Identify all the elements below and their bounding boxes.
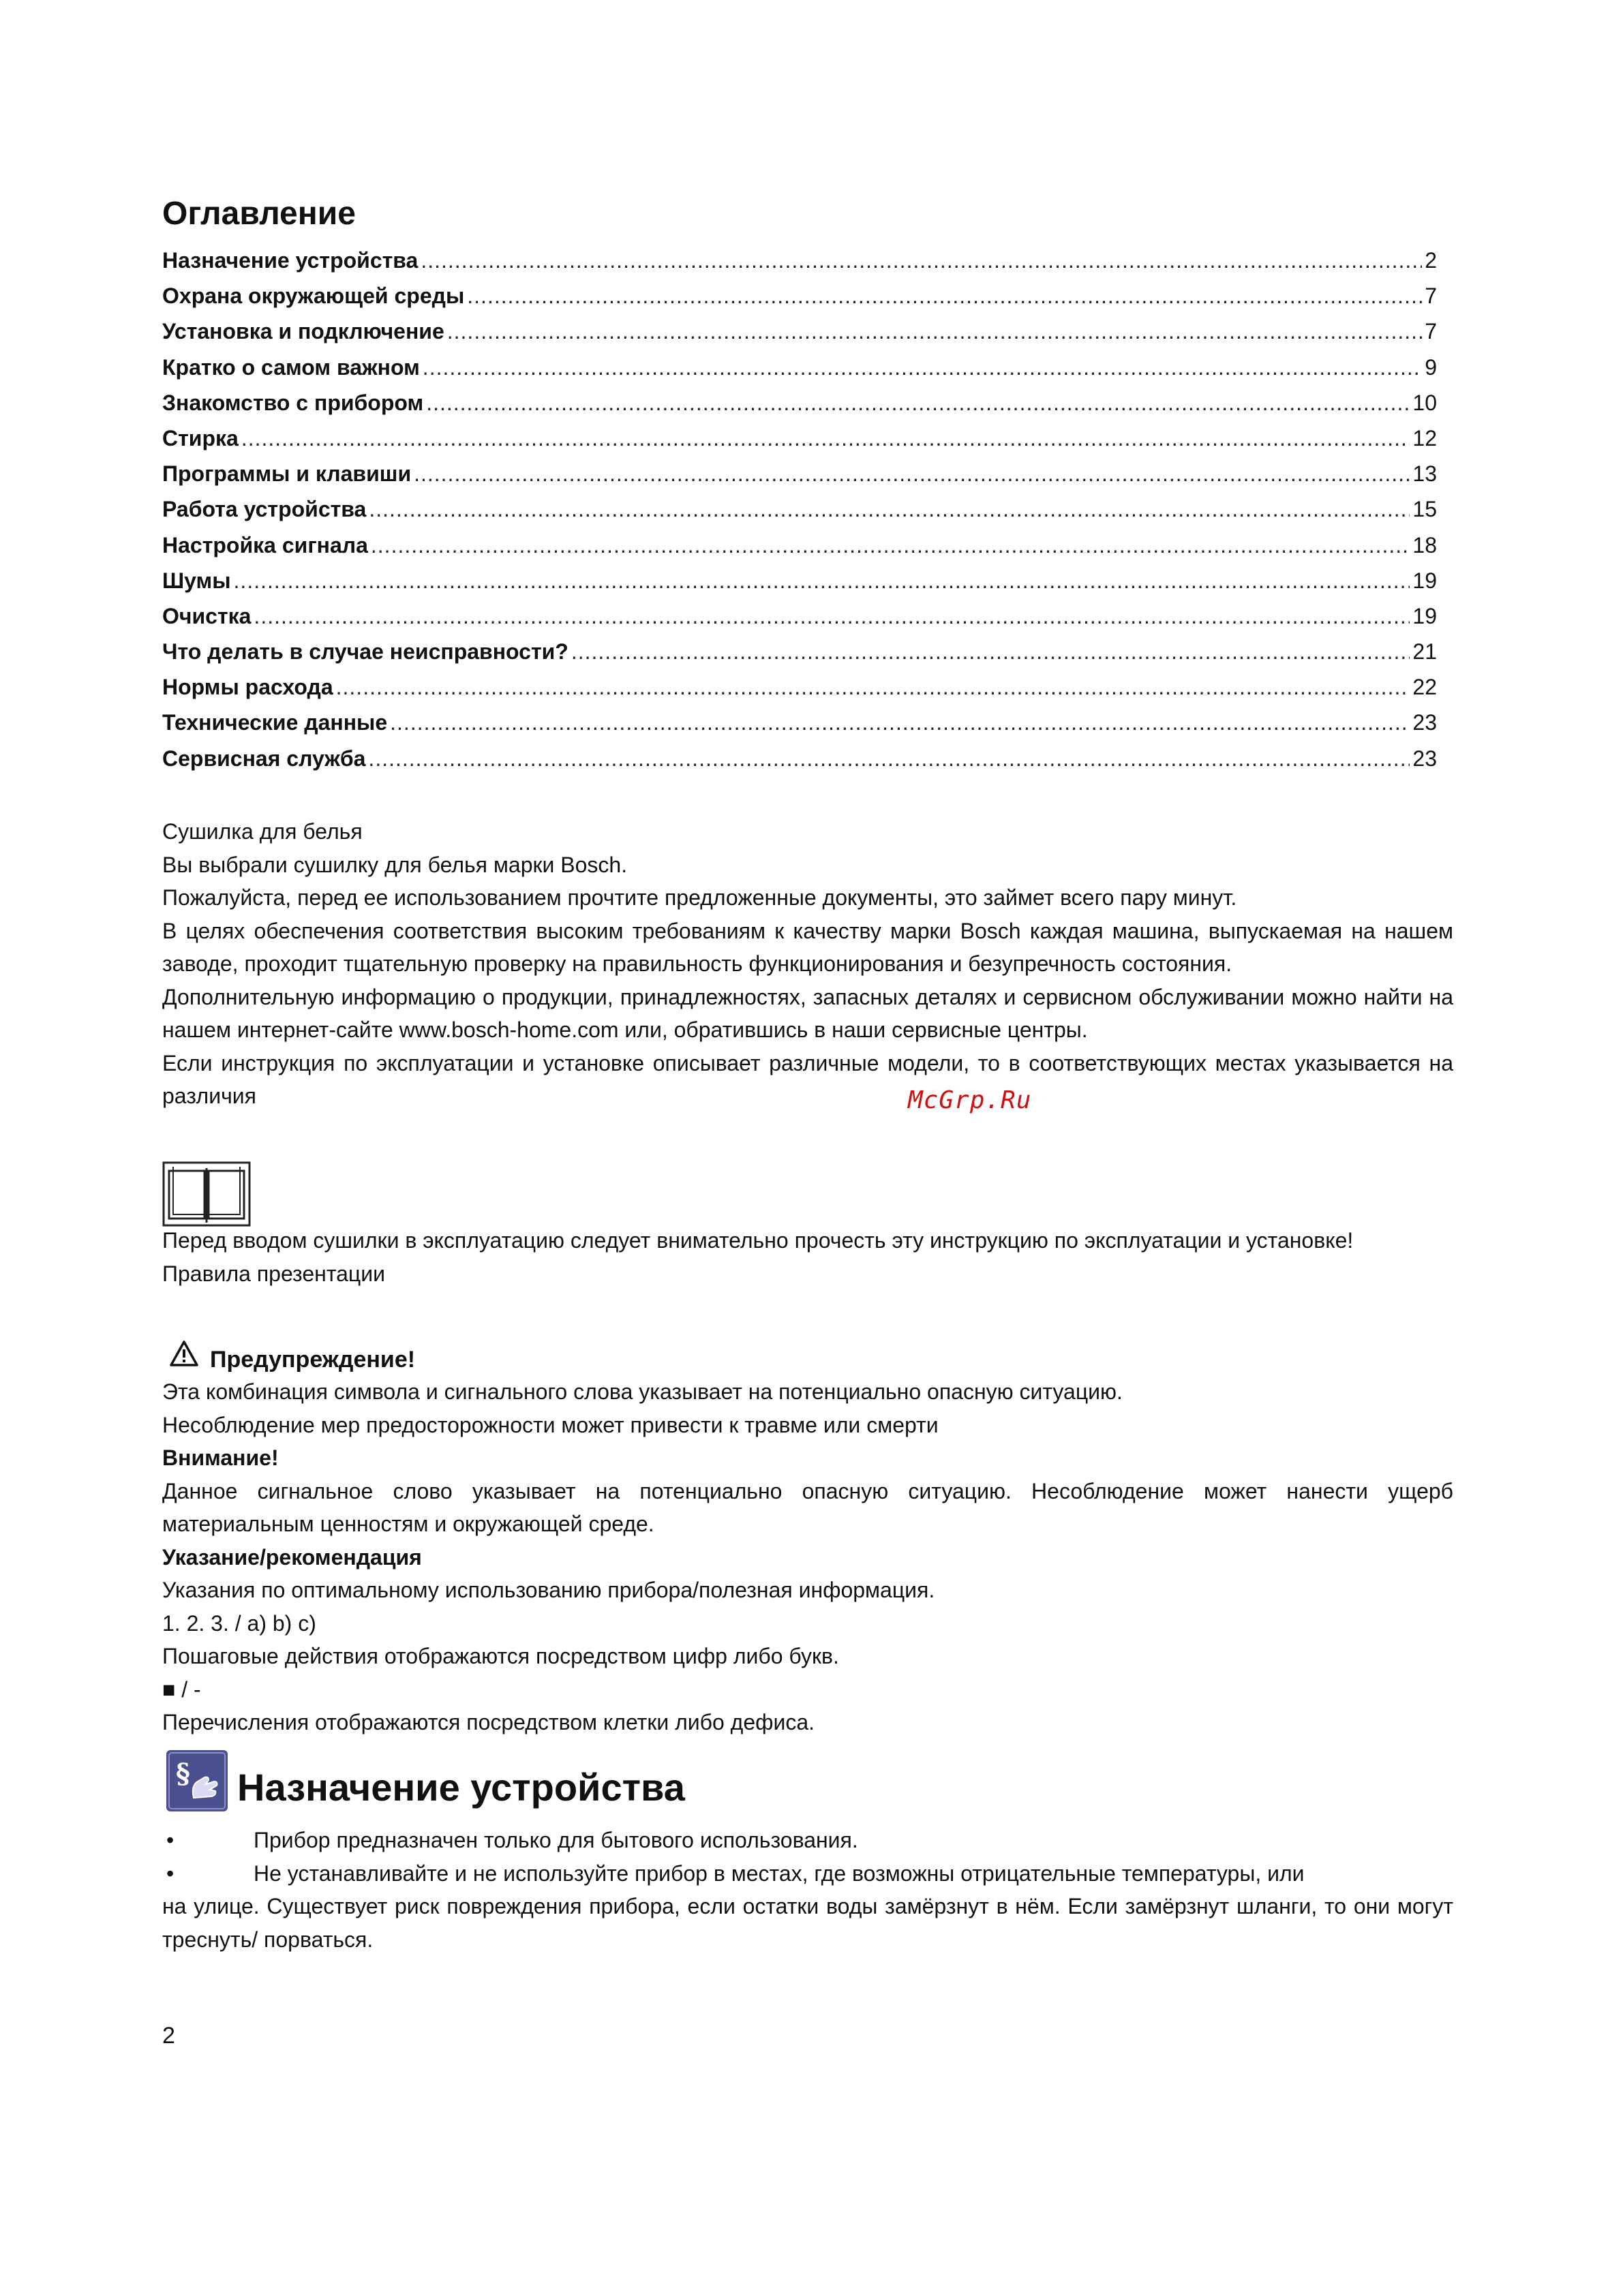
toc-title: Оглавление [162, 196, 356, 232]
presentation-rules-heading: Правила презентации [162, 1261, 385, 1286]
document-page [162, 0, 1453, 2296]
intro-quality-check: В целях обеспечения соответствия высоким требованиям к качеству марки Bosch каждая машина, выпускаемая на нашем заводе, проходит тщательную проверку на правильность функционирования и безупречность состояния. [162, 918, 1454, 976]
steps-text: Пошаговые действия отображаются посредством цифр либо букв. [162, 1644, 839, 1668]
book-icon [162, 1161, 251, 1227]
intro-product-type: Сушилка для белья [162, 819, 363, 844]
toc-leader-dots [241, 420, 1410, 456]
toc-entry-page: 19 [1412, 603, 1437, 628]
toc-entry[interactable] [162, 705, 1437, 740]
toc-entry[interactable] [162, 669, 1437, 705]
safety-hand-icon [166, 1750, 228, 1811]
toc-entry-label: Шумы [162, 568, 231, 593]
toc-entry[interactable] [162, 385, 1437, 420]
warning-triangle-icon [169, 1340, 199, 1367]
toc-leader-dots [368, 741, 1410, 776]
toc-entry-label: Стирка [162, 425, 239, 450]
reading-section [162, 1224, 1453, 1290]
hint-text: Указания по оптимальному использованию прибора/полезная информация. [162, 1578, 935, 1602]
toc-entry-label: Сервисная служба [162, 746, 366, 771]
section-title-purpose: Назначение устройства [237, 1766, 685, 1809]
toc-leader-dots [371, 527, 1410, 563]
steps-marker: 1. 2. 3. / a) b) c) [162, 1610, 316, 1636]
toc-entry-label: Кратко о самом важном [162, 354, 420, 380]
toc-entry[interactable] [162, 350, 1437, 385]
toc-entry-page: 23 [1412, 746, 1437, 771]
attention-title: Внимание! [162, 1445, 279, 1470]
read-instructions-note: Перед вводом сушилки в эксплуатацию следует внимательно прочесть эту инструкцию по эксплуатации и установке! [162, 1228, 1354, 1253]
toc-leader-dots [467, 278, 1422, 313]
toc-entry-label: Очистка [162, 603, 252, 628]
toc-leader-dots [447, 313, 1422, 349]
intro-section [162, 815, 1453, 1113]
toc-entry-page: 13 [1412, 461, 1437, 487]
toc-entry[interactable] [162, 456, 1437, 491]
bullet-marker: • [166, 1828, 175, 1852]
bullet-marker: • [166, 1861, 175, 1886]
toc-leader-dots [423, 350, 1422, 385]
warning-text-1: Эта комбинация символа и сигнального слова указывает на потенциально опасную ситуацию. [162, 1379, 1123, 1404]
svg-text:§: § [176, 1758, 190, 1790]
toc-entry-page: 7 [1425, 284, 1437, 309]
toc-leader-dots [369, 491, 1410, 527]
toc-entry-label: Технические данные [162, 710, 388, 735]
toc-leader-dots [414, 456, 1410, 491]
toc-entry-label: Нормы расхода [162, 675, 333, 700]
intro-brand-choice: Вы выбрали сушилку для белья марки Bosch. [162, 852, 628, 877]
toc-entry-page: 21 [1412, 639, 1437, 664]
toc-entry[interactable] [162, 278, 1437, 313]
toc-entry[interactable] [162, 313, 1437, 349]
toc-entry-label: Настройка сигнала [162, 532, 368, 557]
toc-leader-dots [390, 705, 1410, 740]
toc-leader-dots [254, 598, 1410, 634]
attention-text: Данное сигнальное слово указывает на потенциально опасную ситуацию. Несоблюдение может нанести ущерб материальным ценностям и окружающей среде. [162, 1478, 1453, 1536]
toc-entry[interactable] [162, 563, 1437, 598]
toc-entry-page: 9 [1425, 354, 1437, 380]
bullet-text-frost: Не устанавливайте и не используйте прибор в местах, где возможны отрицательные температуры, или [254, 1861, 1305, 1886]
toc-leader-dots [421, 243, 1422, 278]
intro-more-info: Дополнительную информацию о продукции, принадлежностях, запасных деталях и сервисном обслуживании можно найти на нашем интернет-сайте www.bosch-home.com или, обратившись в наши сервисные центры. [162, 984, 1453, 1042]
purpose-list [162, 1824, 1453, 1956]
page-number: 2 [162, 2023, 175, 2049]
toc-entry-label: Работа устройства [162, 497, 367, 522]
toc-entry[interactable] [162, 741, 1437, 776]
toc-entry[interactable] [162, 420, 1437, 456]
toc-entry-page: 22 [1412, 675, 1437, 700]
warning-text-2: Несоблюдение мер предосторожности может привести к травме или смерти [162, 1412, 939, 1437]
intro-read-docs: Пожалуйста, перед ее использованием прочтите предложенные документы, это займет всего пару минут. [162, 885, 1237, 910]
toc-entry-label: Охрана окружающей среды [162, 284, 465, 309]
toc-leader-dots [571, 634, 1410, 669]
toc-entry-page: 18 [1412, 532, 1437, 557]
toc-entry[interactable] [162, 243, 1437, 278]
signal-words-section [162, 1375, 1453, 1739]
toc-entry-label: Что делать в случае неисправности? [162, 639, 568, 664]
toc-entry-page: 19 [1412, 568, 1437, 593]
toc-entry-label: Программы и клавиши [162, 461, 412, 487]
bullet-text-frost-continued: на улице. Существует риск повреждения прибора, если остатки воды замёрзнут в нём. Если замёрзнут шланги, то они могут треснуть/ порваться. [162, 1894, 1453, 1952]
toc-entry-page: 12 [1412, 425, 1437, 450]
toc-entry[interactable] [162, 527, 1437, 563]
warning-title: Предупреждение! [210, 1347, 416, 1373]
toc-entry-page: 2 [1425, 248, 1437, 273]
list-marker: ■ / - [162, 1677, 201, 1702]
list-item [162, 1824, 1453, 1857]
toc-entry-page: 10 [1412, 390, 1437, 415]
table-of-contents [162, 243, 1437, 776]
toc-entry-page: 15 [1412, 497, 1437, 522]
toc-entry-page: 7 [1425, 319, 1437, 344]
toc-entry[interactable] [162, 634, 1437, 669]
list-text: Перечисления отображаются посредством клетки либо дефиса. [162, 1710, 815, 1734]
toc-entry-label: Назначение устройства [162, 248, 419, 273]
toc-entry-label: Знакомство с прибором [162, 390, 424, 415]
toc-leader-dots [426, 385, 1410, 420]
intro-model-differences: Если инструкция по эксплуатации и установке описывает различные модели, то в соответствующих местах указывается на различия [162, 1050, 1453, 1108]
toc-entry-page: 23 [1412, 710, 1437, 735]
toc-leader-dots [336, 669, 1410, 705]
toc-entry[interactable] [162, 491, 1437, 527]
list-item [162, 1857, 1453, 1891]
hint-title: Указание/рекомендация [162, 1544, 422, 1570]
toc-entry-label: Установка и подключение [162, 319, 444, 344]
bullet-text-household: Прибор предназначен только для бытового использования. [254, 1828, 858, 1852]
toc-leader-dots [234, 563, 1410, 598]
watermark: McGrp.Ru [908, 1086, 1032, 1114]
toc-entry[interactable] [162, 598, 1437, 634]
